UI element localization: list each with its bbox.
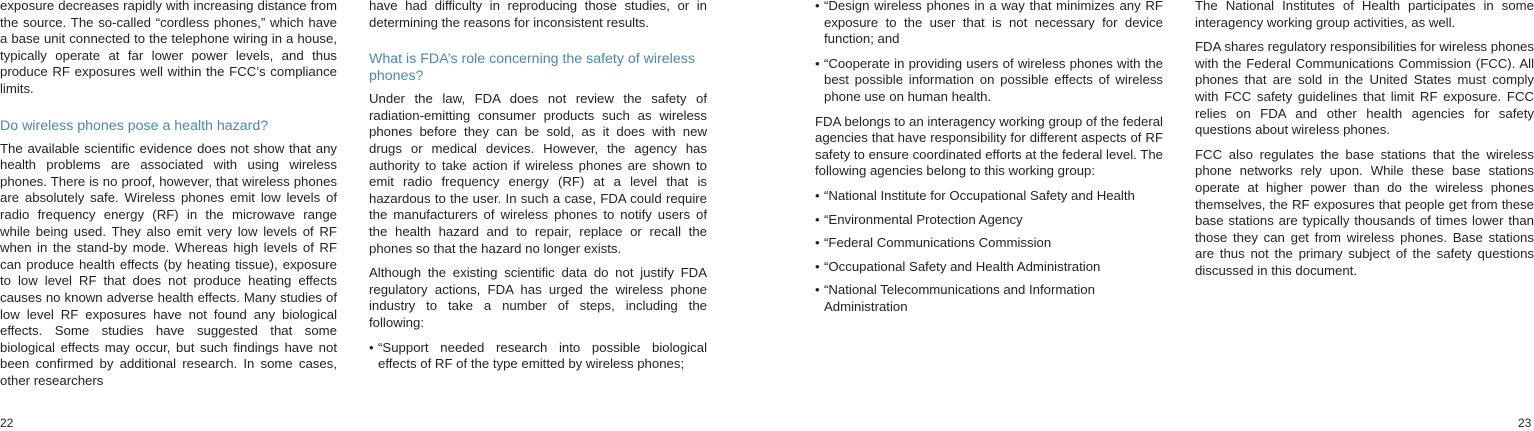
bullet-marker: • — [815, 282, 820, 298]
left-page-column-2 — [369, 0, 707, 381]
right-page-column-1 — [815, 0, 1163, 323]
bullet-text: “Design wireless phones in a way that minimizes any RF exposure to the user that is not necessary for device function; and — [824, 0, 1163, 47]
continued-paragraph: exposure decreases rapidly with increasing distance from the source. The so-called “cordless phones,” which have a base unit connected to the telephone wiring in a house, typically operate at far lower power levels, and thus produce RF exposures well within the FCC’s compliance limits. — [0, 0, 337, 96]
bullet-marker: • — [815, 55, 820, 71]
agency-bullet — [815, 212, 1163, 229]
bullet-marker: • — [815, 187, 820, 203]
fda-step-bullet — [815, 0, 1163, 48]
nih-paragraph: The National Institutes of Health participates in some interagency working group activities, as well. — [1195, 0, 1534, 30]
fda-steps-paragraph: Although the existing scientific data do not justify FDA regulatory actions, FDA has urged the wireless phone industry to take a number of steps, including the following: — [369, 265, 707, 330]
agency-name: “Environmental Protection Agency — [824, 211, 1023, 227]
page-number-right: 23 — [1518, 416, 1532, 430]
working-group-paragraph: FDA belongs to an interagency working group of the federal agencies that have responsibility for different aspects of RF safety to ensure coordinated efforts at the federal level. The following agencies belong to this working group: — [815, 113, 1163, 179]
agency-bullet — [815, 188, 1163, 205]
bullet-marker: • — [815, 235, 820, 251]
base-stations-paragraph: FCC also regulates the base stations that the wireless phone networks rely upon. While these base stations operate at higher power than do the wireless phones themselves, the RF exposures that people get from these base stations are typically thousands of times lower than those they can get from wireless phones. Base stations are thus not the primary subject of the safety questions discussed in this document. — [1195, 146, 1534, 278]
continued-paragraph: have had difficulty in reproducing those studies, or in determining the reasons for inconsistent results. — [369, 0, 707, 30]
health-hazard-paragraph: The available scientific evidence does not show that any health problems are associated with using wireless phones. There is no proof, however, that wireless phones are absolutely safe. Wireless phones emit low levels of radio frequency energy (RF) in the microwave range while being used. They also emit very low levels of RF when in the stand-by mode. Whereas high levels of RF can produce health effects (by heating tissue), exposure to low level RF that does not produce heating effects causes no known adverse health effects. Many studies of low level RF exposures have not found any biological effects. Some studies have suggested that some biological effects may occur, but such findings have not been confirmed by additional research. In some cases, other researchers — [0, 140, 337, 388]
bullet-text: “Support needed research into possible biological effects of RF of the type emitted by wireless phones; — [378, 339, 707, 372]
bullet-text: “Cooperate in providing users of wireless phones with the best possible information on possible effects of wireless phone use on human health. — [824, 55, 1163, 104]
right-page-column-2 — [1195, 0, 1534, 288]
fda-step-bullet — [815, 56, 1163, 106]
agency-name: “Federal Communications Commission — [824, 235, 1052, 251]
fda-law-paragraph: Under the law, FDA does not review the safety of radiation-emitting consumer products such as wireless phones before they can be sold, as it does with new drugs or medical devices. However, the agency has authority to take action if wireless phones are shown to emit radio frequency energy (RF) at a level that is hazardous to the user. In such a case, FDA could require the manufacturers of wireless phones to notify users of the health hazard and to repair, replace or recall the phones so that the hazard no longer exists. — [369, 91, 707, 256]
agency-name: “National Telecommunications and Information Administration — [824, 282, 1095, 314]
agency-name: “Occupational Safety and Health Administration — [824, 258, 1101, 274]
agency-bullet — [815, 235, 1163, 252]
agency-name: “National Institute for Occupational Safety and Health — [824, 187, 1135, 203]
fcc-responsibilities-paragraph: FDA shares regulatory responsibilities for wireless phones with the Federal Communications Commission (FCC). All phones that are sold in the United States must comply with FCC safety guidelines that limit RF exposure. FCC relies on FDA and other health agencies for safety questions about wireless phones. — [1195, 39, 1534, 138]
section-heading-fda-role: What is FDA’s role concerning the safety of wireless phones? — [369, 51, 695, 85]
section-heading-health-hazard: Do wireless phones pose a health hazard? — [0, 117, 269, 134]
agency-bullet — [815, 282, 1134, 315]
page-number-left: 22 — [0, 416, 14, 430]
agency-bullet — [815, 259, 1163, 276]
fda-step-bullet — [369, 340, 707, 373]
bullet-marker: • — [815, 211, 820, 227]
left-page-column-1 — [0, 0, 337, 397]
bullet-marker: • — [369, 339, 374, 355]
bullet-marker: • — [815, 258, 820, 274]
bullet-marker: • — [815, 0, 820, 13]
